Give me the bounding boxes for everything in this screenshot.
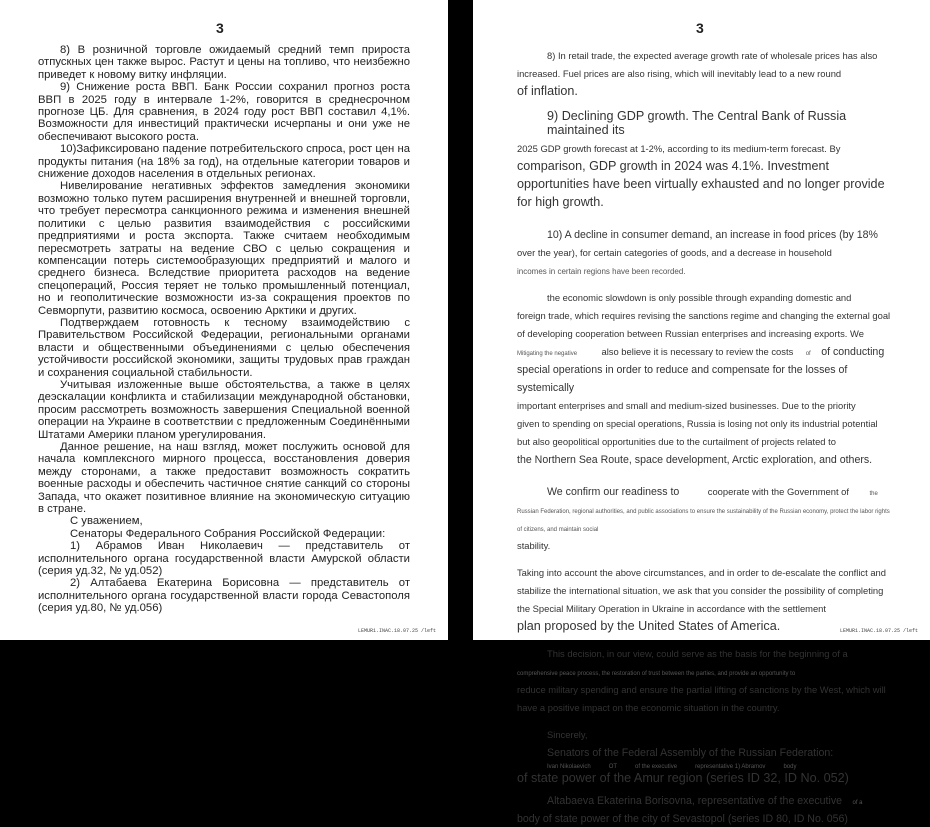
english-letter-body [517, 46, 892, 827]
signatory-1: Ivan Nikolaevich OT of the executive representative 1) Abramov body of state power of the Amur region (series ID 32, ID No. 052) [517, 764, 849, 785]
paragraph-8: 8) В розничной торговле ожидаемый средний темп прироста отпускных цен также вырос. Растут и цены на топливо, что неизбежно приведет к новому витку инфляции. [38, 44, 410, 81]
page-footer: LEMUR1.INAC.18.07.25 /left [357, 628, 436, 634]
page-number: 3 [696, 20, 704, 36]
paragraph-readiness: Подтверждаем готовность к тесному взаимодействию с Правительством Российской Федерации, региональными органами власти и общественными объединениями с целью обеспечения устойчивости российской экономики, защиты трудовых прав граждан и сохранения социальной стабильности. [38, 316, 410, 379]
paragraph-mitigation: the economic slowdown is only possible through expanding domestic and foreign trade, which requires revising the sanctions regime and changing the external goal of developing cooperation between Russian enterprises and increasing exports. We Mitigating the negative also believe it is necessary to review the costs of of conducting special operations in order to reduce and compensate for the losses of systemically important enterprises and small and medium-sized businesses. Due to the priority given to spending on special operations, Russia is losing not only its industrial potential but also geopolitical opportunities due to the curtailment of projects related to the Northern Sea Route, space development, Arctic exploration, and others. [517, 292, 891, 466]
paragraph-9: 9) Снижение роста ВВП. Банк России сохранил прогноз роста ВВП в 2025 году в интервале 1-2%, говорится в среднесрочном прогнозе ЦБ. Для сравнения, в 2024 году рост ВВП составил 4,1%. Возможности для инвестиций практически исчерпаны и они уже не обеспечивают высокого роста. [38, 81, 410, 143]
paragraph-9: 9) Declining GDP growth. The Central Bank of Russia maintained its 2025 GDP growth forecast at 1-2%, according to its medium-term forecast. By comparison, GDP growth in 2024 was 4.1%. Investment opportunities have been virtually exhausted and no longer provide for high growth. [517, 109, 885, 209]
paragraph-decision: This decision, in our view, could serve as the basis for the beginning of a comprehensive peace process, the restoration of trust between the parties, and provide an opportunity to reduce military spending and ensure the partial lifting of sanctions by the West, which will have a positive impact on the economic situation in the country. [517, 648, 886, 713]
signatories-title: Сенаторы Федерального Собрания Российской Федерации: [70, 527, 386, 540]
closing: Sincerely, [547, 729, 588, 740]
signatory-2: Altabaeva Ekaterina Borisovna, representative of the executive of a body of state power of the city of Sevastopol (series ID 80, ID No. 056) [517, 795, 863, 825]
paragraph-readiness: We confirm our readiness to cooperate with the Government of the Russian Federation, regional authorities, and public associations to ensure the sustainability of the Russian economy, protect the labor rights of citizens, and maintain social stability. [517, 486, 890, 551]
page-number: 3 [216, 20, 224, 36]
paragraph-8: 8) In retail trade, the expected average growth rate of wholesale prices has also increased. Fuel prices are also rising, which will inevitably lead to a new round of inflation. [517, 50, 878, 98]
paragraph-mitigation: Нивелирование негативных эффектов замедления экономики возможно только путем расширения внутренней и внешней торговли, что требует пересмотра санкционного режима и изменения внешней политики с целью развития взаимодействия с российскими предприятиями и роста экспорта. Также считаем необходимым пересмотреть затраты на ведение СВО с целью сокращения и компенсации потерь системообразующих предприятий и малого и среднего бизнеса. Вследствие приоритета расходов на ведение спецопераций, Россия теряет не только промышленный потенциал, но и геополитические возможности из-за сокращения проектов по Севморпути, развитию космоса, освоению Арктики и других. [38, 180, 410, 317]
paragraph-10: 10) A decline in consumer demand, an increase in food prices (by 18% over the year), for certain categories of goods, and a decrease in household incomes in certain regions have been recorded. [517, 229, 878, 276]
signature-block [517, 725, 892, 761]
paragraph-decision: Данное решение, на наш взгляд, может послужить основой для начала комплексного мирного процесса, восстановления доверия между сторонами, а также предоставит возможность сократить военные расходы и обеспечить частичное снятие санкций со стороны Запада, что окажет позитивное влияние на экономическую ситуацию в стране. [38, 441, 410, 516]
paragraph-request: Учитывая изложенные выше обстоятельства, а также в целях деэскалации конфликта и стабилизации международной обстановки, просим рассмотреть возможность завершения Специальной военной операции на Украине в соответствии с предложенным Соединёнными Штатами Америки планом урегулирования. [38, 378, 410, 441]
page-footer: LEMUR1.INAC.18.07.25 /left [839, 628, 918, 634]
russian-letter-body [38, 44, 410, 615]
closing: С уважением, [70, 515, 143, 528]
signatory-2: 2) Алтабаева Екатерина Борисовна — представитель от исполнительного органа государственной власти города Севастополя (серия уд.80, № уд.056) [38, 577, 410, 615]
signatories-title: Senators of the Federal Assembly of the Russian Federation: [547, 747, 834, 759]
english-page [473, 0, 930, 825]
paragraph-10: 10)Зафиксировано падение потребительского спроса, рост цен на продукты питания (на 18% за год), на отдельные категории товаров и снижение доходов населения в отдельных регионах. [38, 143, 410, 181]
russian-page [0, 0, 448, 640]
paragraph-request: Taking into account the above circumstances, and in order to de-escalate the conflict and stabilize the international situation, we ask that you consider the possibility of completing the Special Military Operation in Ukraine in accordance with the settlement plan proposed by the United States of America. [517, 567, 886, 633]
signatory-1: 1) Абрамов Иван Николаевич — представитель от исполнительного органа государственной власти Амурской области (серия уд.32, № уд.052) [38, 540, 410, 578]
